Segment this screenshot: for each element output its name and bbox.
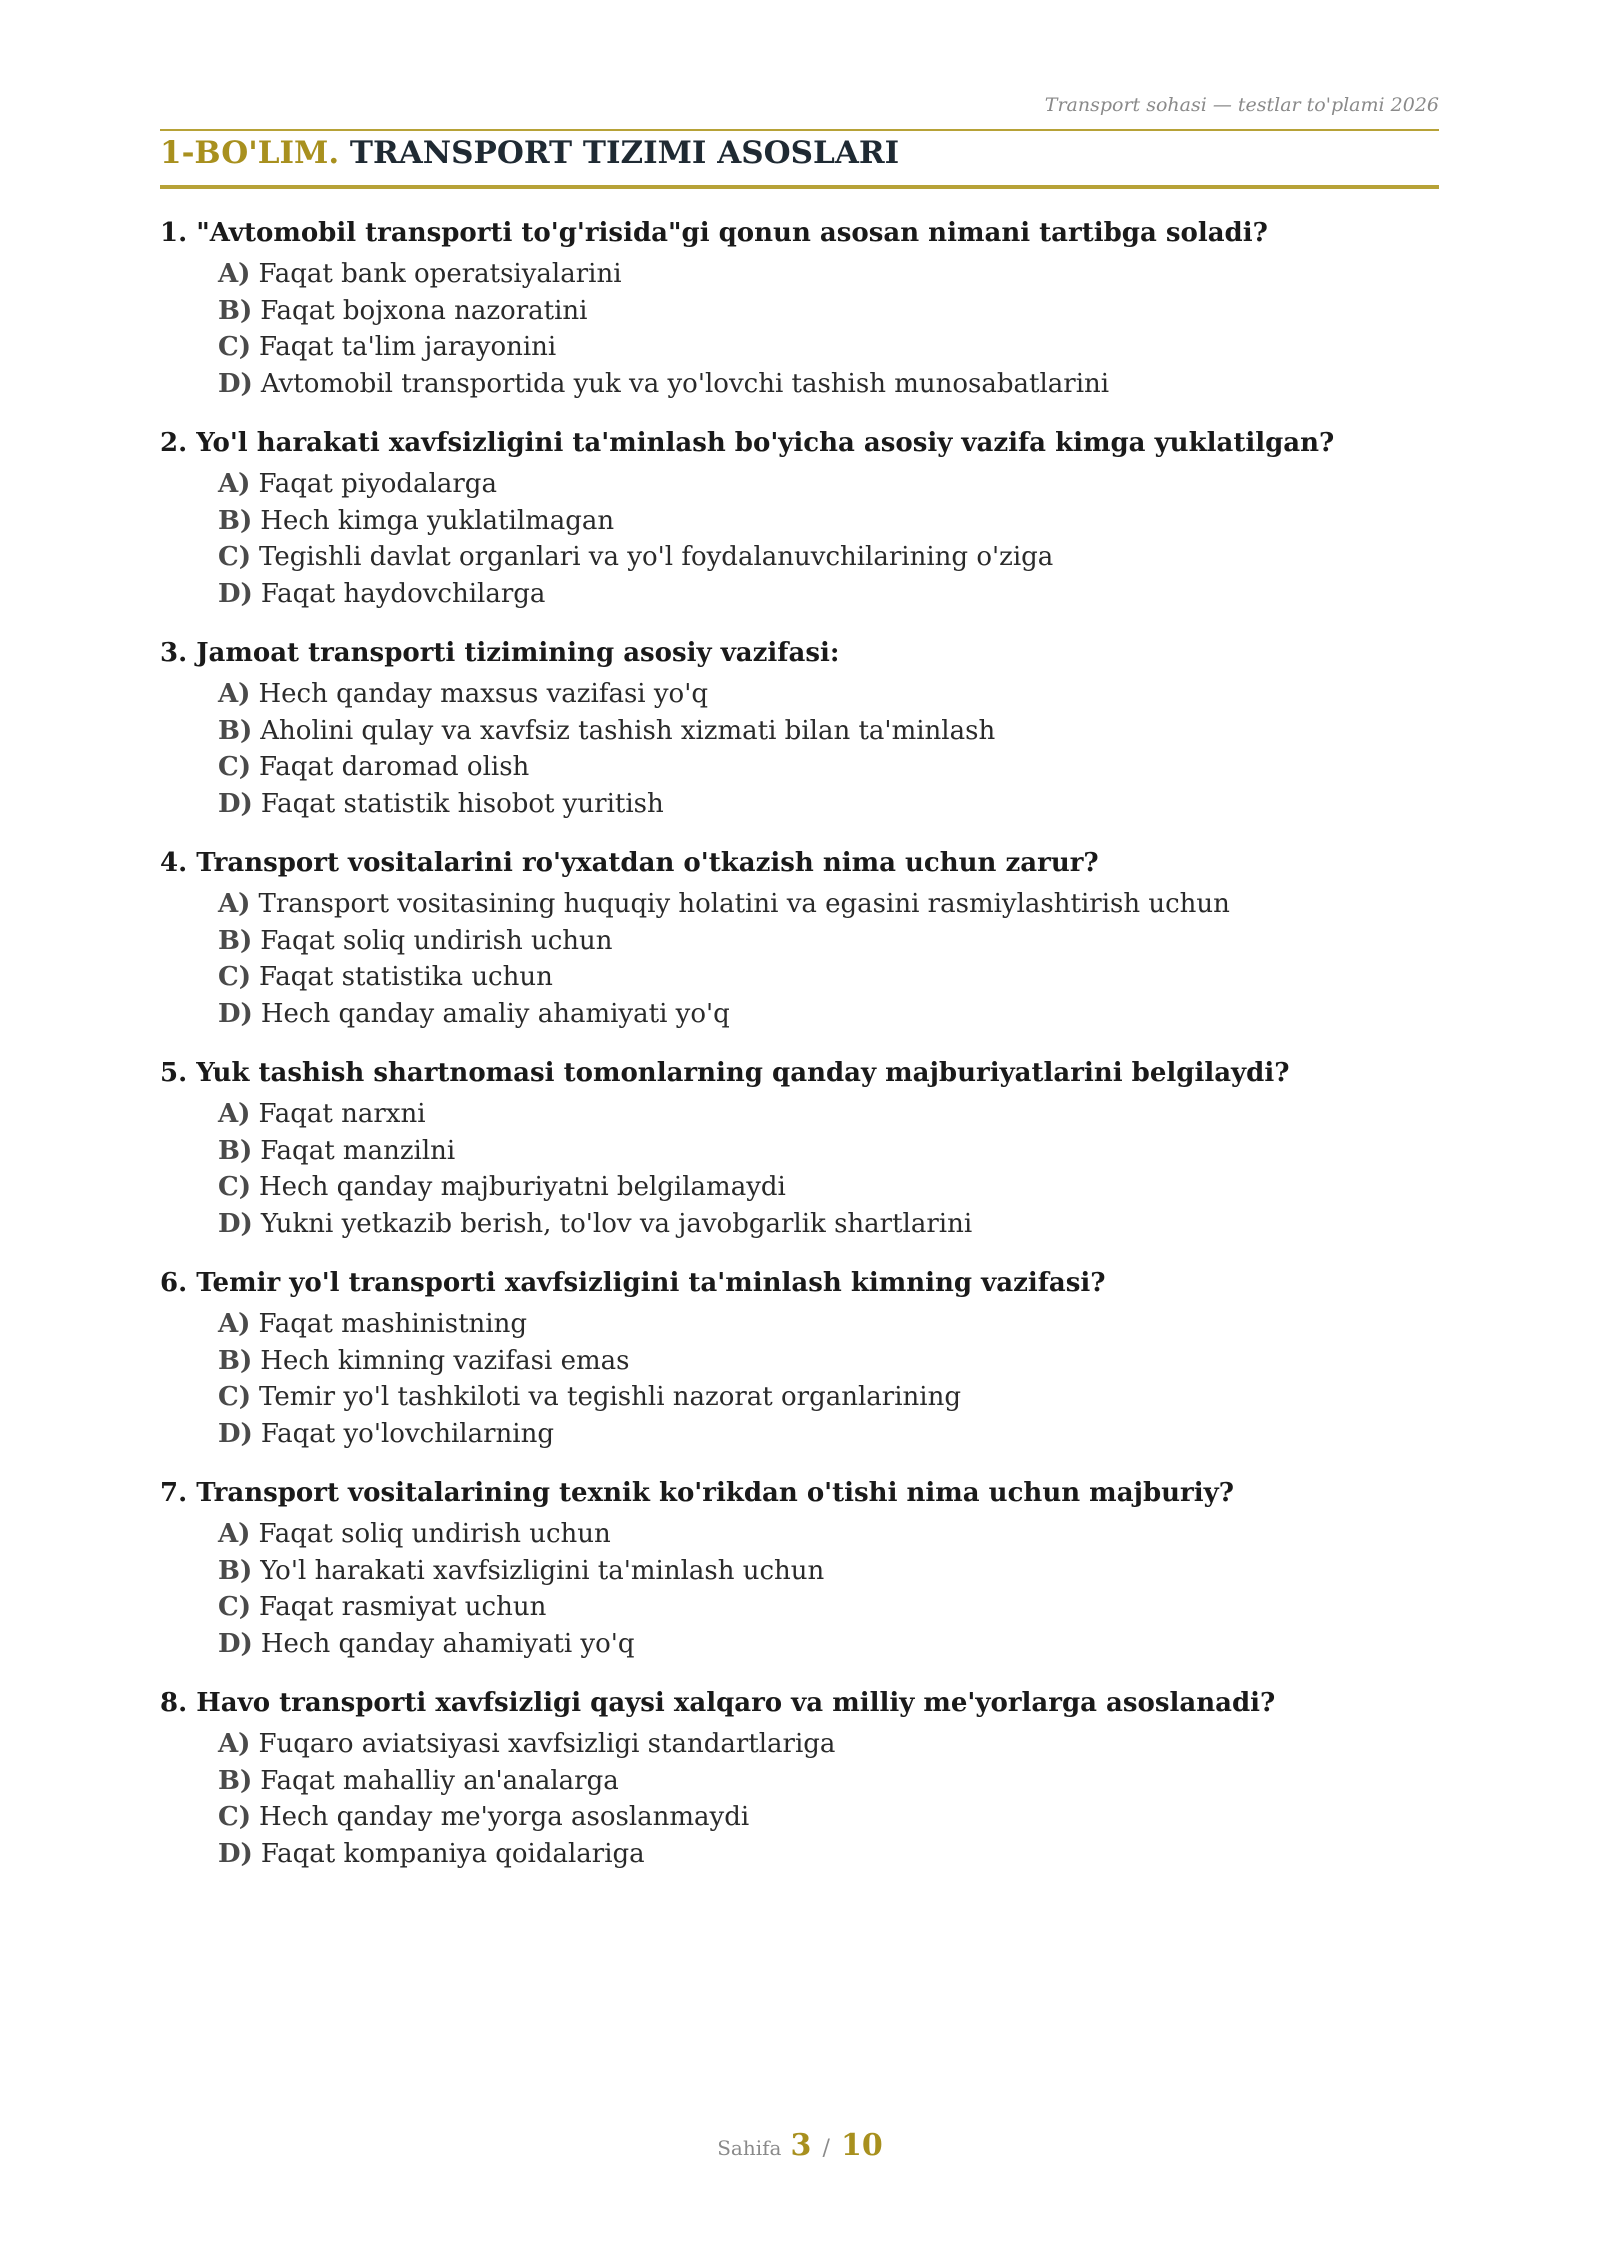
option-d: [218, 366, 1440, 403]
option-text: Faqat soliq undirish uchun: [258, 1519, 611, 1549]
option-letter: D): [218, 578, 253, 609]
section-title: [160, 135, 899, 171]
option-letter: B): [218, 295, 253, 326]
option-list: [160, 1516, 1440, 1662]
question-list: [160, 214, 1440, 1894]
option-letter: B): [218, 505, 253, 536]
option-letter: D): [218, 1838, 253, 1869]
option-text: Faqat daromad olish: [259, 752, 530, 782]
section-name: TRANSPORT TIZIMI ASOSLARI: [349, 135, 900, 171]
option-text: Faqat statistika uchun: [259, 962, 553, 992]
question-3: [160, 634, 1440, 844]
current-page-number: 3: [790, 2128, 812, 2163]
option-text: Faqat ta'lim jarayonini: [259, 332, 557, 362]
option-text: Aholini qulay va xavfsiz tashish xizmati bilan ta'minlash: [260, 715, 996, 746]
option-c: [218, 329, 1440, 366]
option-d: [218, 576, 1440, 613]
option-list: [160, 886, 1440, 1032]
option-b: [218, 503, 1440, 540]
header-rule: [160, 129, 1439, 131]
question-text: 1. "Avtomobil transporti to'g'risida"gi qonun asosan nimani tartibga soladi?: [160, 218, 1268, 248]
option-text: Faqat haydovchilarga: [260, 578, 546, 609]
option-text: Faqat rasmiyat uchun: [259, 1592, 547, 1622]
option-c: [218, 539, 1440, 576]
page-footer: [0, 2128, 1600, 2163]
option-d: [218, 786, 1440, 823]
option-letter: C): [218, 1592, 251, 1622]
option-letter: D): [218, 788, 253, 819]
option-letter: D): [218, 368, 253, 399]
question-7: [160, 1474, 1440, 1684]
title-rule: [160, 185, 1439, 189]
option-d: [218, 1836, 1440, 1873]
question-8: [160, 1684, 1440, 1894]
question-text: 4. Transport vositalarini ro'yxatdan o'tkazish nima uchun zarur?: [160, 848, 1099, 878]
option-letter: B): [218, 1345, 253, 1376]
page-label: Sahifa: [717, 2136, 782, 2160]
option-a: [218, 1306, 1440, 1343]
option-a: [218, 886, 1440, 923]
option-letter: A): [218, 889, 251, 919]
question-text: 8. Havo transporti xavfsizligi qaysi xalqaro va milliy me'yorlarga asoslanadi?: [160, 1688, 1276, 1718]
total-pages-number: 10: [841, 2128, 883, 2163]
option-letter: B): [218, 715, 253, 746]
option-d: [218, 1206, 1440, 1243]
question-text: 5. Yuk tashish shartnomasi tomonlarning qanday majburiyatlarini belgilaydi?: [160, 1058, 1290, 1088]
option-text: Faqat bojxona nazoratini: [260, 295, 588, 326]
option-c: [218, 1589, 1440, 1626]
option-text: Hech kimga yuklatilmagan: [260, 505, 615, 536]
option-c: [218, 1799, 1440, 1836]
question-text: 6. Temir yo'l transporti xavfsizligini ta'minlash kimning vazifasi?: [160, 1268, 1106, 1298]
option-d: [218, 1626, 1440, 1663]
question-text: 2. Yo'l harakati xavfsizligini ta'minlash bo'yicha asosiy vazifa kimga yuklatilgan?: [160, 428, 1335, 458]
option-letter: B): [218, 1765, 253, 1796]
option-c: [218, 1379, 1440, 1416]
option-b: [218, 713, 1440, 750]
option-text: Hech qanday amaliy ahamiyati yo'q: [260, 998, 730, 1029]
option-letter: B): [218, 1135, 253, 1166]
option-letter: C): [218, 332, 251, 362]
question-text: 7. Transport vositalarining texnik ko'rikdan o'tishi nima uchun majburiy?: [160, 1478, 1234, 1508]
page-separator: /: [822, 2136, 830, 2161]
question-2: [160, 424, 1440, 634]
option-text: Hech kimning vazifasi emas: [260, 1345, 630, 1376]
option-text: Fuqaro aviatsiyasi xavfsizligi standartlariga: [258, 1729, 836, 1759]
option-list: [160, 1096, 1440, 1242]
option-b: [218, 923, 1440, 960]
option-letter: D): [218, 1628, 253, 1659]
option-b: [218, 293, 1440, 330]
option-letter: D): [218, 1418, 253, 1449]
question-5: [160, 1054, 1440, 1264]
option-a: [218, 466, 1440, 503]
question-4: [160, 844, 1440, 1054]
option-d: [218, 1416, 1440, 1453]
option-text: Faqat yo'lovchilarning: [260, 1418, 554, 1449]
option-letter: A): [218, 679, 251, 709]
option-letter: C): [218, 1172, 251, 1202]
option-text: Hech qanday me'yorga asoslanmaydi: [259, 1802, 750, 1832]
option-text: Faqat mashinistning: [258, 1309, 527, 1339]
option-letter: C): [218, 962, 251, 992]
running-header: Transport sohasi — testlar to'plami 2026: [1044, 94, 1439, 116]
option-letter: A): [218, 1519, 251, 1549]
option-b: [218, 1763, 1440, 1800]
option-list: [160, 256, 1440, 402]
option-letter: A): [218, 1099, 251, 1129]
option-c: [218, 749, 1440, 786]
option-text: Faqat statistik hisobot yuritish: [260, 788, 664, 819]
option-letter: C): [218, 752, 251, 782]
option-list: [160, 1306, 1440, 1452]
option-letter: C): [218, 542, 251, 572]
option-letter: B): [218, 1555, 253, 1586]
option-text: Faqat piyodalarga: [258, 469, 497, 499]
option-letter: D): [218, 1208, 253, 1239]
option-b: [218, 1133, 1440, 1170]
option-text: Faqat narxni: [258, 1099, 426, 1129]
option-letter: C): [218, 1802, 251, 1832]
option-list: [160, 676, 1440, 822]
section-number: 1-BO'LIM.: [160, 135, 340, 171]
option-text: Faqat kompaniya qoidalariga: [260, 1838, 645, 1869]
option-list: [160, 1726, 1440, 1872]
option-a: [218, 256, 1440, 293]
option-letter: A): [218, 1309, 251, 1339]
option-text: Tegishli davlat organlari va yo'l foydalanuvchilarining o'ziga: [259, 542, 1054, 572]
option-text: Faqat mahalliy an'analarga: [260, 1765, 619, 1796]
option-letter: B): [218, 925, 253, 956]
option-text: Yo'l harakati xavfsizligini ta'minlash uchun: [260, 1555, 825, 1586]
option-text: Hech qanday maxsus vazifasi yo'q: [258, 679, 708, 709]
option-letter: A): [218, 259, 251, 289]
option-c: [218, 1169, 1440, 1206]
option-text: Hech qanday majburiyatni belgilamaydi: [259, 1172, 786, 1202]
option-letter: A): [218, 1729, 251, 1759]
option-text: Yukni yetkazib berish, to'lov va javobgarlik shartlarini: [260, 1208, 973, 1239]
option-list: [160, 466, 1440, 612]
option-text: Transport vositasining huquqiy holatini va egasini rasmiylashtirish uchun: [258, 889, 1230, 919]
option-d: [218, 996, 1440, 1033]
option-letter: A): [218, 469, 251, 499]
option-a: [218, 1726, 1440, 1763]
option-text: Temir yo'l tashkiloti va tegishli nazorat organlarining: [259, 1382, 961, 1412]
option-a: [218, 676, 1440, 713]
option-letter: D): [218, 998, 253, 1029]
option-text: Faqat manzilni: [260, 1135, 456, 1166]
option-text: Avtomobil transportida yuk va yo'lovchi tashish munosabatlarini: [260, 368, 1110, 399]
option-letter: C): [218, 1382, 251, 1412]
option-b: [218, 1553, 1440, 1590]
option-c: [218, 959, 1440, 996]
option-a: [218, 1096, 1440, 1133]
option-text: Faqat soliq undirish uchun: [260, 925, 613, 956]
option-text: Faqat bank operatsiyalarini: [258, 259, 622, 289]
question-text: 3. Jamoat transporti tizimining asosiy vazifasi:: [160, 638, 840, 668]
option-text: Hech qanday ahamiyati yo'q: [260, 1628, 635, 1659]
option-a: [218, 1516, 1440, 1553]
option-b: [218, 1343, 1440, 1380]
question-1: [160, 214, 1440, 424]
question-6: [160, 1264, 1440, 1474]
